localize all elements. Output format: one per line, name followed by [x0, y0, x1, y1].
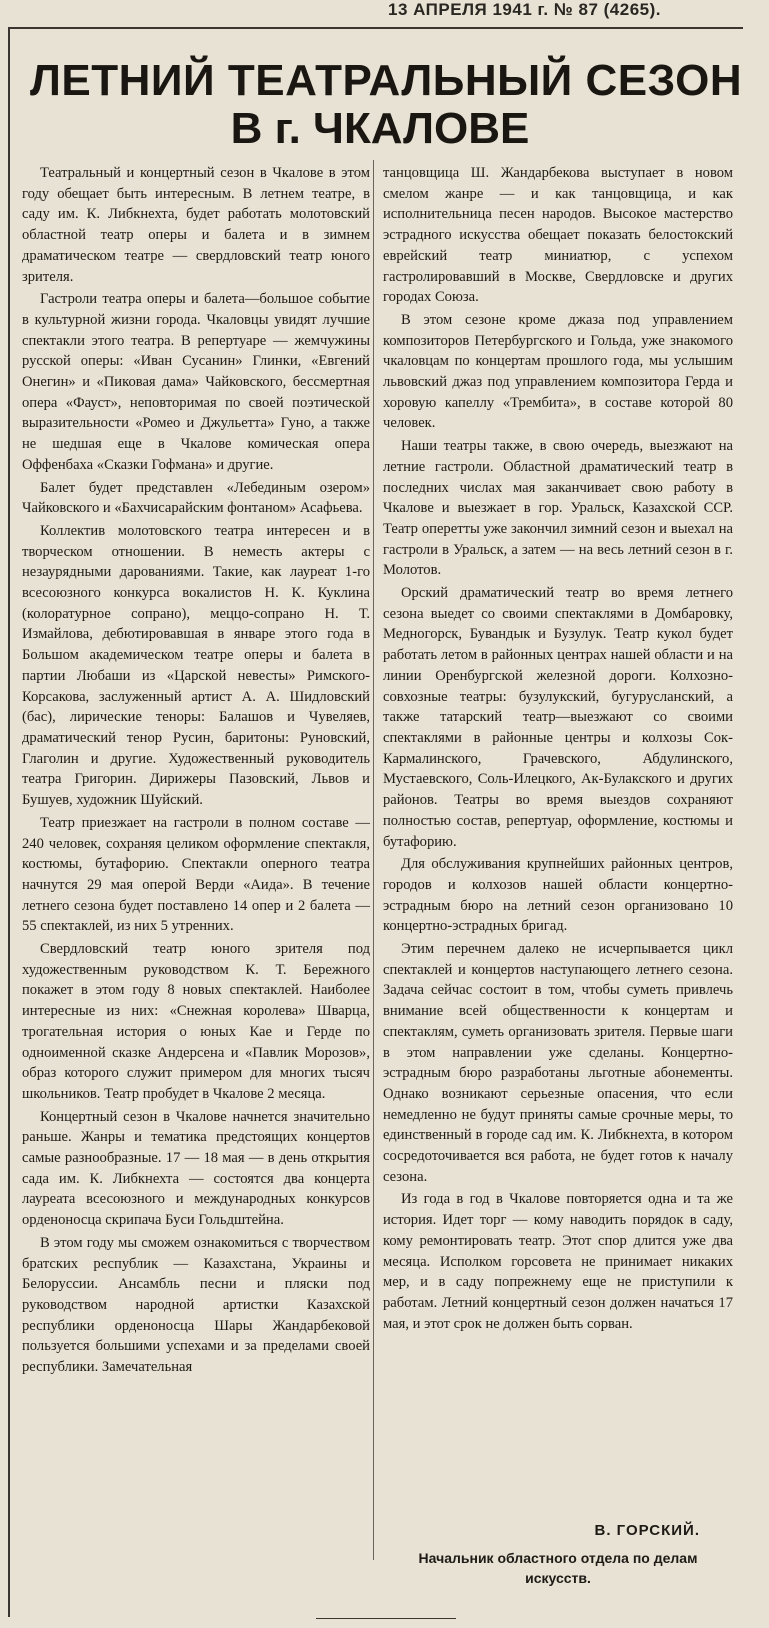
- bottom-rule: [316, 1618, 456, 1619]
- author-position: Начальник областного отдела по делам искусств.: [418, 1550, 698, 1586]
- paragraph: Этим перечнем далеко не исчерпывается цикл спектаклей и концертов наступающего летнего сезона. Задача сейчас состоит в том, чтобы суметь привлечь внимание всей общественности к концертам и спектаклям, суметь организовать зрителя. Первые шаги в этом направлении уже сделаны. Концертно-эстрадным бюро разработаны льготные абонементы. Однако возникают серьезные опасения, что если немедленно не будут приняты самые срочные меры, то единственный в городе сад им. К. Либкнехта, в котором сосредоточивается вся работа, не будет готов к началу сезона.: [383, 941, 733, 1185]
- author-signature: В. ГОРСКИЙ.: [594, 1522, 700, 1539]
- paragraph: Балет будет представлен «Лебединым озером» Чайковского и «Бахчисарайским фонтаном» Асафьева.: [22, 479, 370, 517]
- paragraph: Театральный и концертный сезон в Чкалове в этом году обещает быть интересным. В летнем театре, в саду им. К. Либкнехта, будет работать молотовский областной театр оперы и балета и в зимнем драматическом театре — свердловский театр юного зрителя.: [22, 165, 370, 285]
- paragraph: Концертный сезон в Чкалове начнется значительно раньше. Жанры и тематика предстоящих концертов самые разнообразные. 17 — 18 мая — в день открытия сада им. К. Либкнехта — состоятся два концерта лауреата всесоюзного и международных конкурсов орденоносца скрипача Буси Гольдштейна.: [22, 1108, 370, 1229]
- column-divider: [373, 160, 374, 1560]
- paragraph: В этом сезоне кроме джаза под управлением композиторов Петербургского и Гольда, уже знакомого чкаловцам по концертам прошлого года, мы услышим львовский джаз под управлением композитора Герда и хоровую капеллу «Трембита», в составе которой 80 человек.: [383, 311, 733, 432]
- paragraph: Наши театры также, в свою очередь, выезжают на летние гастроли. Областной драматический театр в последних числах мая заканчивает свою работу в Чкалове и выезжает в гор. Уральск, Казахской ССР. Театр оперетты уже закончил зимний сезон и выехал на гастроли в Уральск, а затем — на весь летний сезон в г. Молотов.: [383, 438, 733, 579]
- headline-line-2: В г. ЧКАЛОВЕ: [230, 104, 530, 153]
- article-column-left: [22, 163, 370, 1378]
- top-rule: [8, 27, 743, 29]
- paragraph: Из года в год в Чкалове повторяется одна и та же история. Идет торг — кому наводить порядок в саду, кому ремонтировать театр. Этот спор длится уже два месяца. Исполком горсовета не принимает никаких мер, и в саду попрежнему еще не приступили к работам. Летний концертный сезон должен начаться 17 мая, и этот срок не должен быть сорван.: [383, 1191, 733, 1332]
- paragraph: танцовщица Ш. Жандарбекова выступает в новом смелом жанре — и как танцовщица, и как исполнительница песен народов. Высокое мастерство эстрадного искусства обещает показать белостокский еврейский театр миниатюр, с успехом гастролировавший в Москве, Свердловске и других городах Союза.: [383, 165, 733, 306]
- paragraph: В этом году мы сможем ознакомиться с творчеством братских республик — Казахстана, Украины и Белоруссии. Ансамбль песни и пляски под руководством народной артистки Казахской республики орденоносца Шары Жандарбековой пользуется большими успехами и за пределами своей республики. Замечательная: [22, 1234, 370, 1376]
- paragraph: Орский драматический театр во время летнего сезона выедет со своими спектаклями в Домбаровку, Медногорск, Бувандык и Бузулук. Театр кукол будет работать летом в районных центрах нашей области и на линии Оренбургской железной дороги. Колхозно-совхозные театры: бузулукский, бугурусланский, а также татарский театр—выезжают со своими спектаклями в районные центры и колхозы Сок-Кармалинского, Грачевского, Абдулинского, Мустаевского, Соль-Илецкого, Ак-Булакского и других районов. Театры во время выездов сохраняют полностью состав, репертуар, оформление, костюмы и бутафорию.: [383, 585, 733, 850]
- article-column-right: [383, 163, 733, 1334]
- paragraph: Свердловский театр юного зрителя под художественным руководством К. Т. Бережного покажет в этом году 8 новых спектаклей. Наиболее интересные из них: «Снежная королева» Шварца, трогательная история о юных Кае и Герде по одноименной сказке Андерсена и «Павлик Морозов», образ которого служит примером для многих тысяч школьников. Театр пробудет в Чкалове 2 месяца.: [22, 941, 370, 1102]
- left-rule: [8, 27, 10, 1617]
- issue-date-line: 13 АПРЕЛЯ 1941 г. № 87 (4265).: [388, 0, 661, 19]
- headline-line-1: ЛЕТНИЙ ТЕАТРАЛЬНЫЙ СЕЗОН: [30, 56, 743, 105]
- paragraph: Театр приезжает на гастроли в полном составе — 240 человек, сохраняя целиком оформление спектакля, костюмы, бутафорию. Спектакли оперного театра начнутся 29 мая оперой Верди «Аида». В течение летнего сезона будет поставлено 14 опер и 2 балета — 55 спектаклей, из них 5 утренних.: [22, 814, 370, 935]
- paragraph: Коллектив молотовского театра интересен и в творческом отношении. В неместь актеры с незаурядными дарованиями. Такие, как лауреат 1-го всесоюзного конкурса вокалистов Н. К. Куклина (колоратурное сопрано), меццо-сопрано Н. Т. Измайлова, дебютировавшая в январе этого года в Большом академическом театре оперы и балета в партии Любаши из «Царской невесты» Римского-Корсакова, заслуженный артист А. А. Шидловский (бас), лирические теноры: Балашов и Чувеляев, драматический тенор Русин, баритоны: Руновский, Глаголин и другие. Художественный руководитель театра Григорин. Дирижеры Пазовский, Львов и Бушуев, художник Шуйский.: [22, 522, 370, 809]
- paragraph: Для обслуживания крупнейших районных центров, городов и колхозов нашей области концертно-эстрадным бюро на летний сезон организовано 10 концертно-эстрадных бригад.: [383, 856, 733, 935]
- paragraph: Гастроли театра оперы и балета—большое событие в культурной жизни города. Чкаловцы увидят лучшие спектакли этого театра. В репертуаре — жемчужины русской оперы: «Иван Сусанин» Глинки, «Евгений Онегин» и «Пиковая дама» Чайковского, бессмертная опера «Фауст», неповторимая по своей поэтической выразительности «Ромео и Джульетта» Гуно, а также не шедшая еще в Чкалове комическая опера Оффенбаха «Сказки Гофмана» и другие.: [22, 291, 370, 473]
